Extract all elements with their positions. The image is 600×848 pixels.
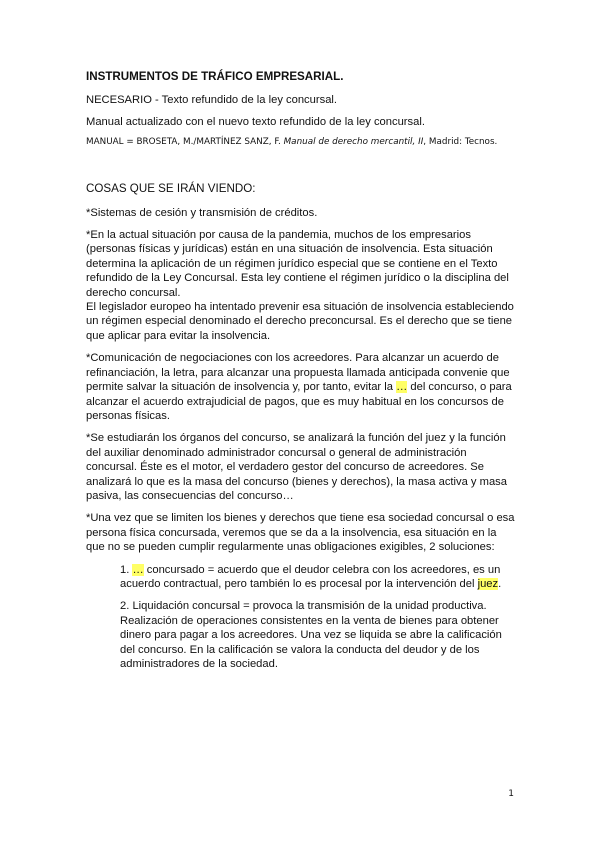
solution-1-highlight-juez: juez xyxy=(477,577,499,590)
item-pandemia-continued: El legislador europeo ha intentado prevenir esa situación de insolvencia estableciendo un régimen especial denominado el derecho preconcursal. Es el derecho que se tiene que aplicar para evitar la insolvencia. xyxy=(86,301,514,342)
document-page xyxy=(86,70,516,678)
document-title: INSTRUMENTOS DE TRÁFICO EMPRESARIAL. xyxy=(86,70,344,83)
manual-prefix: MANUAL = BROSETA, M./MARTÍNEZ SANZ, F. xyxy=(86,137,284,148)
page-number: 1 xyxy=(508,789,514,799)
solution-1-highlight-ellipsis: … xyxy=(132,563,144,576)
item-organos: *Se estudiarán los órganos del concurso, se analizará la función del juez y la función del auxiliar denominado administrador concursal o general de administración concursal. Éste es el motor, el verdadero gestor del concurso de acreedores. Se analizará lo que es la masa del concurso (bienes y derechos), la masa activa y masa pasiva, las consecuencias del concurso… xyxy=(86,432,507,502)
comunicacion-text-after: del concurso, o para alcanzar el acuerdo extrajudicial de pagos, que es muy habitual en los concursos de personas físicas. xyxy=(86,381,512,422)
solution-2: 2. Liquidación concursal = provoca la transmisión de la unidad productiva. Realización de operaciones consistentes en la venta de bienes para obtener dinero para pagar a los acreedores. Una vez se liquida se abre la calificación del concurso. En la calificación se valora la conducta del deudor y de los administradores de la sociedad. xyxy=(120,600,502,670)
item-comunicacion xyxy=(86,351,516,423)
solution-1-end: . xyxy=(498,577,502,590)
solution-1-number: 1. xyxy=(120,563,133,576)
solution-1-text: concursado = acuerdo que el deudor celebra con los acreedores, es un acuerdo contractual, pero también lo es procesal por la intervención del xyxy=(120,563,501,590)
manual-reference xyxy=(86,136,516,149)
manual-suffix: , Madrid: Tecnos. xyxy=(423,137,498,148)
comunicacion-text-before: *Comunicación de negociaciones con los acreedores. Para alcanzar un acuerdo de refinanciación, la letra, para alcanzar una propuesta llamada anticipada convenie que permite salvar la situación de insolvencia y, por tanto, evitar la xyxy=(86,352,510,394)
line-manual-actualizado: Manual actualizado con el nuevo texto refundido de la ley concursal. xyxy=(86,115,425,128)
comunicacion-highlight: … xyxy=(396,381,408,394)
item-cesion: *Sistemas de cesión y transmisión de créditos. xyxy=(86,206,318,219)
item-bienes: *Una vez que se limiten los bienes y derechos que tiene esa sociedad concursal o esa persona física concursada, veremos que se da a la insolvencia, esa situación en la que no se pueden cumplir regularmente unas obligaciones exigibles, 2 soluciones: xyxy=(86,512,515,554)
manual-book-title: Manual de derecho mercantil, II xyxy=(283,137,424,148)
line-necesario: NECESARIO - Texto refundido de la ley concursal. xyxy=(86,94,338,107)
item-pandemia: *En la actual situación por causa de la pandemia, muchos de los empresarios (personas físicas y jurídicas) están en una situación de insolvencia. Esta situación determina la aplicación de un régimen jurídico especial que se contiene en el Texto refundido de la Ley Concursal. Esta ley contiene el régimen jurídico o la disciplina del derecho concursal. xyxy=(86,229,509,299)
solution-1 xyxy=(120,563,516,592)
section-heading: COSAS QUE SE IRÁN VIENDO: xyxy=(86,182,256,196)
